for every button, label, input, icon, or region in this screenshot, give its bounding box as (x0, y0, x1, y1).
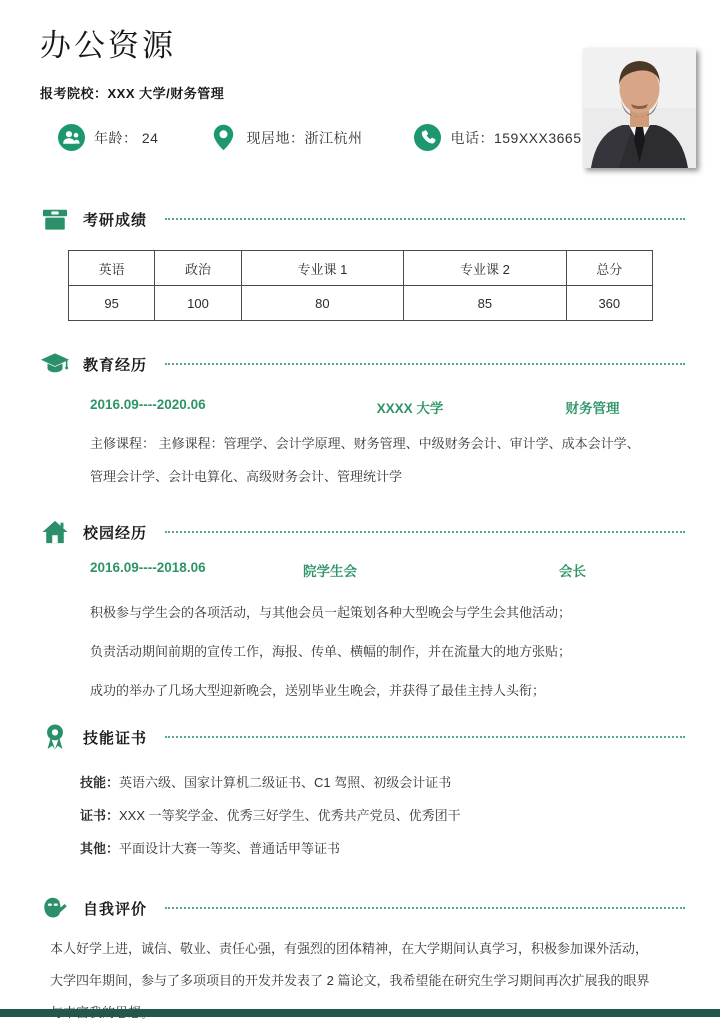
section-campus (40, 518, 685, 710)
home-icon (40, 518, 70, 546)
score-value-cell: 80 (241, 286, 403, 321)
dotted-divider (165, 531, 685, 533)
contact-phone (414, 124, 581, 151)
evaluation-header (40, 894, 685, 922)
score-header-cell: 专业课 2 (404, 251, 566, 286)
campus-bullet: 负责活动期间前期的宣传工作，海报、传单、横幅的制作，并在流量大的地方张贴； (90, 644, 572, 659)
profile-photo (583, 48, 696, 168)
profile-photo-illustration (583, 48, 696, 168)
score-table-header-row (69, 251, 653, 286)
skill-row-label: 证书： (80, 808, 120, 823)
skill-row (80, 766, 685, 799)
score-table-value-row (69, 286, 653, 321)
campus-bullets (90, 593, 685, 710)
campus-summary-row (90, 560, 685, 580)
section-title-skills: 技能证书 (83, 729, 148, 747)
score-header-cell: 专业课 1 (241, 251, 403, 286)
education-header (40, 350, 685, 378)
section-skills (40, 723, 685, 865)
campus-bullet: 积极参与学生会的各项活动，与其他会员一起策划各种大型晚会与学生会其他活动； (90, 605, 572, 620)
contact-residence (210, 124, 362, 151)
person-icon (58, 124, 85, 151)
campus-bullet: 成功的举办了几场大型迎新晚会，送别毕业生晚会，并获得了最佳主持人头衔； (90, 683, 546, 698)
skill-row-label: 其他： (80, 841, 120, 856)
score-value-cell: 85 (404, 286, 566, 321)
page-title: 办公资源 (40, 28, 176, 63)
section-title-education: 教育经历 (83, 356, 148, 374)
exam-score-table (68, 250, 653, 321)
score-header-cell: 总分 (566, 251, 652, 286)
section-exam-scores (40, 205, 685, 321)
skill-row-text: 英语六级、国家计算机二级证书、C1 驾照、初级会计证书 (119, 775, 452, 790)
education-courses (90, 427, 685, 493)
toolbox-icon (40, 205, 70, 233)
skills-list (80, 766, 685, 865)
education-major: 财务管理 (565, 401, 620, 416)
score-header-cell: 政治 (155, 251, 241, 286)
location-icon (210, 124, 237, 151)
section-title-evaluation: 自我评价 (83, 900, 148, 918)
score-header-cell: 英语 (69, 251, 155, 286)
skills-header (40, 723, 685, 751)
campus-organization: 院学生会 (303, 564, 357, 579)
contact-age-text: 年龄： 24 (94, 129, 159, 146)
evaluation-line: 本人好学上进，诚信、敬业、责任心强，有强烈的团体精神，在大学期间认真学习，积极参加课外活动， (50, 941, 649, 956)
graduation-cap-icon (40, 350, 70, 378)
face-pen-icon (40, 894, 70, 922)
exam-scores-header (40, 205, 685, 233)
dotted-divider (165, 907, 685, 909)
dotted-divider (165, 218, 685, 220)
section-title-campus: 校园经历 (83, 524, 148, 542)
skill-row-text: XXX 一等奖学金、优秀三好学生、优秀共产党员、优秀团干 (119, 808, 461, 823)
target-school-line: 报考院校：XXX 大学/财务管理 (40, 86, 225, 101)
phone-icon (414, 124, 441, 151)
contact-age (58, 124, 158, 151)
education-summary-row (90, 397, 685, 417)
contact-phone-text: 电话：159XXX3665 (450, 129, 582, 146)
education-period: 2016.09----2020.06 (90, 397, 206, 412)
skill-row-label: 技能： (80, 775, 120, 790)
skill-row-text: 平面设计大赛一等奖、普通话甲等证书 (119, 841, 341, 856)
evaluation-line: 大学四年期间，参与了多项项目的开发并发表了 2 篇论文，我希望能在研究生学习期间再次扩展我的眼界 (50, 973, 650, 988)
skill-row (80, 832, 685, 865)
course-line: 主修课程： 主修课程：管理学、会计学原理、财务管理、中级财务会计、审计学、成本会计学、 (90, 436, 640, 451)
score-value-cell: 95 (69, 286, 155, 321)
contact-residence-text: 现居地：浙江杭州 (246, 129, 363, 146)
dotted-divider (165, 363, 685, 365)
skill-row (80, 799, 685, 832)
score-value-cell: 100 (155, 286, 241, 321)
section-title-exam-scores: 考研成绩 (83, 211, 148, 229)
dotted-divider (165, 736, 685, 738)
education-school: XXXX 大学 (376, 401, 444, 416)
campus-header (40, 518, 685, 546)
campus-period: 2016.09----2018.06 (90, 560, 206, 575)
course-line: 管理会计学、会计电算化、高级财务会计、管理统计学 (90, 469, 403, 484)
section-education (40, 350, 685, 493)
medal-icon (40, 723, 70, 751)
score-value-cell: 360 (566, 286, 652, 321)
footer-accent-bar (0, 1009, 720, 1017)
campus-role: 会长 (559, 564, 586, 579)
